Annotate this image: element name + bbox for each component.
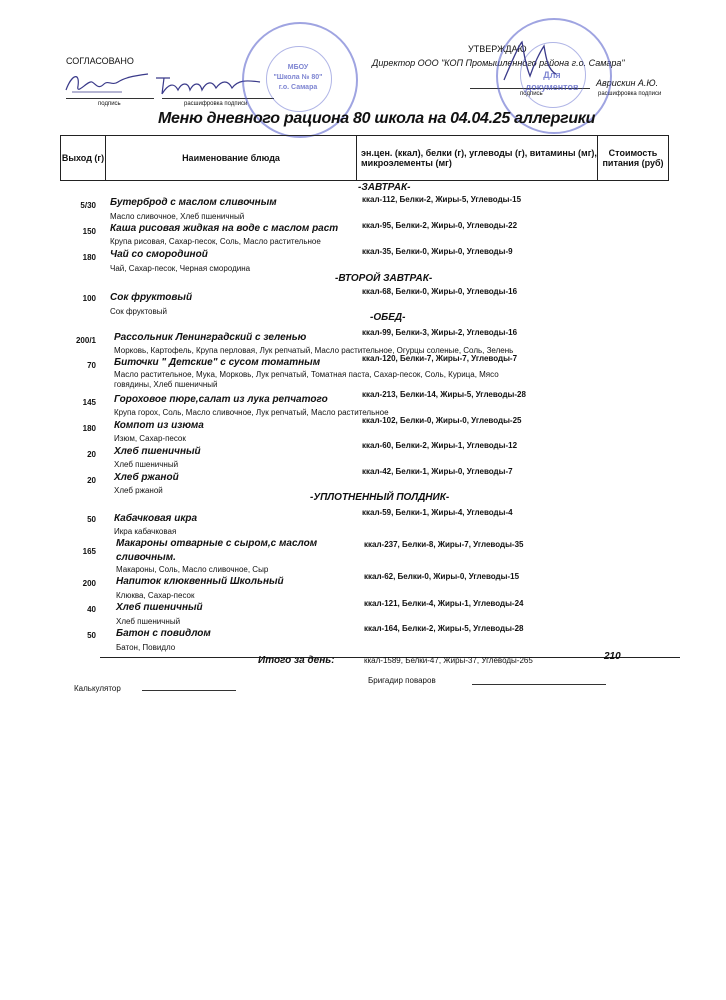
afternoon-1-nutrition: ккал-59, Белки-1, Жиры-4, Углеводы-4 [362,508,513,517]
approval-left-sign-caption: подпись [98,101,121,107]
afternoon-3-nutrition: ккал-62, Белки-0, Жиры-0, Углеводы-15 [364,572,520,581]
afternoon-1-output: 50 [87,515,96,524]
afternoon-3-ingredients: Клюква, Сахар-песок [116,591,195,600]
company-stamp-line-2: документов [525,82,579,92]
header-output: Выход (г) [61,136,106,181]
footer-chef-label: Бригадир поваров [368,676,436,685]
lunch-2-output: 70 [87,361,96,370]
approval-left-decode-caption: расшифровка подписи [184,101,248,107]
second-breakfast-1-name: Сок фруктовый [110,292,193,303]
footer-chef-line [472,684,606,685]
second-breakfast-1-nutrition: ккал-68, Белки-0, Жиры-0, Углеводы-16 [362,287,518,296]
left-signature-1 [62,68,152,100]
lunch-3-nutrition: ккал-213, Белки-14, Жиры-5, Углеводы-28 [362,390,526,399]
approval-right-name: Аврискин А.Ю. [596,78,659,88]
lunch-4-name: Компот из изюма [114,420,204,431]
lunch-5-name: Хлеб пшеничный [114,446,201,457]
breakfast-3-name: Чай со смородиной [110,249,208,260]
lunch-4-ingredients: Изюм, Сахар-песок [114,434,186,443]
section-lunch-title: -ОБЕД- [370,312,406,323]
footer-calculator-label: Калькулятор [74,684,121,693]
approval-right-decode-caption: расшифровка подписи [598,91,662,97]
afternoon-4-output: 40 [87,605,96,614]
school-stamp-line-2: "Школа № 80" [273,74,323,81]
lunch-3-name: Гороховое пюре,салат из лука репчатого [114,394,328,405]
afternoon-5-name: Батон с повидлом [116,628,211,639]
lunch-2-ingredients: Масло растительное, Мука, Морковь, Лук репчатый, Томатная паста, Сахар-песок, Соль, Курица, Мясо говядины, Хлеб пшеничный [114,370,499,389]
lunch-2-nutrition: ккал-120, Белки-7, Жиры-7, Углеводы-7 [362,354,518,363]
total-cost: 210 [604,651,621,662]
total-label: Итого за день: [258,655,335,666]
afternoon-3-output: 200 [82,579,96,588]
menu-table-header [60,135,669,181]
section-second-breakfast-title: -ВТОРОЙ ЗАВТРАК- [335,273,433,284]
lunch-6-ingredients: Хлеб ржаной [114,486,163,495]
afternoon-1-name: Кабачковая икра [114,513,198,524]
breakfast-3-nutrition: ккал-35, Белки-0, Жиры-0, Углеводы-9 [362,247,513,256]
afternoon-3-name: Напиток клюквенный Школьный [116,576,284,587]
lunch-6-name: Хлеб ржаной [114,472,179,483]
breakfast-3-output: 180 [82,253,96,262]
lunch-6-nutrition: ккал-42, Белки-1, Жиры-0, Углеводы-7 [362,467,513,476]
lunch-1-output: 200/1 [75,336,96,345]
lunch-5-ingredients: Хлеб пшеничный [114,460,179,469]
breakfast-1-ingredients: Масло сливочное, Хлеб пшеничный [110,212,245,221]
second-breakfast-1-ingredients: Сок фруктовый [110,307,167,316]
afternoon-2-output: 165 [82,547,96,556]
afternoon-5-output: 50 [87,631,96,640]
section-breakfast-title: -ЗАВТРАК- [358,182,411,193]
afternoon-5-nutrition: ккал-164, Белки-2, Жиры-5, Углеводы-28 [364,624,524,633]
breakfast-2-name: Каша рисовая жидкая на воде с маслом раст [110,223,339,234]
breakfast-1-output: 5/30 [80,201,96,210]
breakfast-2-nutrition: ккал-95, Белки-2, Жиры-0, Углеводы-22 [362,221,518,230]
lunch-1-ingredients: Морковь, Картофель, Крупа перловая, Лук репчатый, Масло растительное, Огурцы соленые, Соль, Зелень [114,346,514,355]
breakfast-3-ingredients: Чай, Сахар-песок, Черная смородина [110,264,251,273]
right-signature [500,36,560,86]
section-afternoon-title: -УПЛОТНЕННЫЙ ПОЛДНИК- [310,492,450,503]
breakfast-1-name: Бутерброд с маслом сливочным [110,197,277,208]
director-title: Директор ООО "КОП Промышленного района г.о. Самара" [372,58,625,68]
approval-right-sign-caption: подпись [520,91,543,97]
breakfast-2-output: 150 [82,227,96,236]
total-nutrition: ккал-1589, Белки-47, Жиры-37, Углеводы-265 [364,656,533,665]
approval-left-label: СОГЛАСОВАНО [66,56,134,66]
footer-calculator-line [142,690,236,691]
afternoon-1-ingredients: Икра кабачковая [114,527,177,536]
second-breakfast-1-output: 100 [82,294,96,303]
header-dish-name: Наименование блюда [106,136,357,181]
lunch-6-output: 20 [87,476,96,485]
header-cost: Стоимость питания (руб) [598,136,669,181]
company-stamp-line-1: Для [543,70,561,80]
page-title: Меню дневного рациона 80 школа на 04.04.25 аллергики [158,110,596,127]
breakfast-1-nutrition: ккал-112, Белки-2, Жиры-5, Углеводы-15 [362,195,522,204]
afternoon-4-name: Хлеб пшеничный [116,602,203,613]
afternoon-2-ingredients: Макароны, Соль, Масло сливочное, Сыр [116,565,269,574]
lunch-2-name: Биточки " Детские" с сусом томатным [114,357,321,368]
lunch-4-nutrition: ккал-102, Белки-0, Жиры-0, Углеводы-25 [362,416,522,425]
lunch-3-ingredients: Крупа горох, Соль, Масло сливочное, Лук репчатый, Масло растительное [114,408,389,417]
lunch-3-output: 145 [82,398,96,407]
lunch-1-name: Рассольник Ленинградский с зеленью [114,332,307,343]
lunch-1-nutrition: ккал-99, Белки-3, Жиры-2, Углеводы-16 [362,328,518,337]
afternoon-4-nutrition: ккал-121, Белки-4, Жиры-1, Углеводы-24 [364,599,524,608]
lunch-5-nutrition: ккал-60, Белки-2, Жиры-1, Углеводы-12 [362,441,518,450]
header-nutrition: эн.цен. (ккал), белки (г), углеводы (г), витамины (мг), микроэлементы (мг) [357,136,598,181]
lunch-5-output: 20 [87,450,96,459]
afternoon-2-name: Макароны отварные с сыром,с маслом сливочным. [116,538,318,563]
breakfast-2-ingredients: Крупа рисовая, Сахар-песок, Соль, Масло растительное [110,237,321,246]
afternoon-5-ingredients: Батон, Повидло [116,643,176,652]
afternoon-2-nutrition: ккал-237, Белки-8, Жиры-7, Углеводы-35 [364,540,524,549]
lunch-4-output: 180 [82,424,96,433]
afternoon-4-ingredients: Хлеб пшеничный [116,617,181,626]
approval-right-label: УТВЕРЖДАЮ [468,44,527,54]
school-stamp-line-3: г.о. Самара [278,84,318,91]
school-stamp-line-1: МБОУ [287,64,309,71]
